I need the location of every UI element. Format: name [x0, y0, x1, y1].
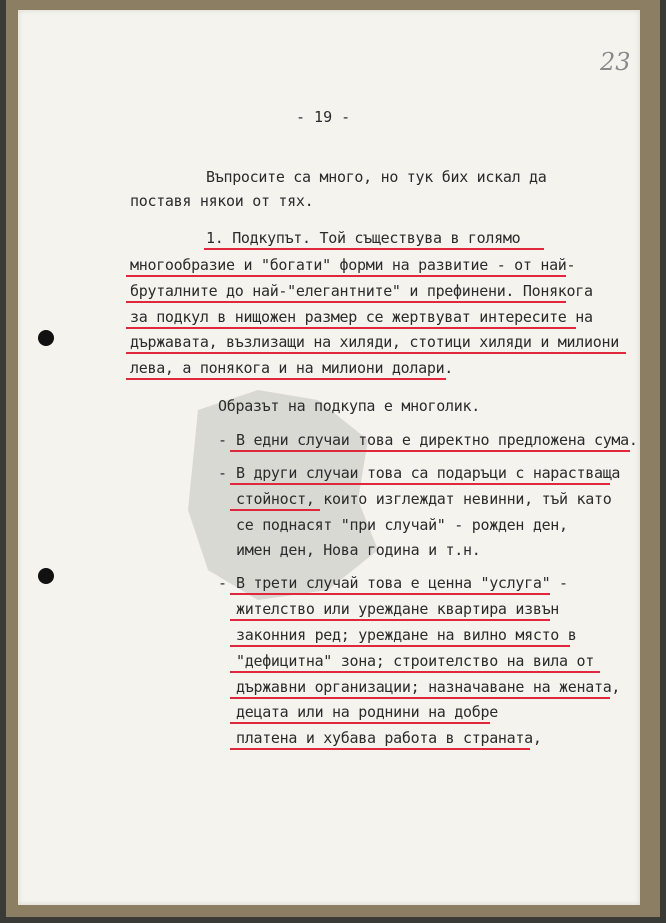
red-underline [126, 352, 626, 354]
text-line-19: държавни организации; назначаване на жената, [236, 678, 621, 696]
text-line-4: многообразие и "богати" форми на развитие - от най- [130, 256, 576, 274]
text-line-14: имен ден, Нова година и т.н. [236, 541, 481, 559]
red-underline [126, 327, 576, 329]
red-underline [230, 450, 630, 452]
text-line-8: лева, а понякога и на милиони долари. [130, 359, 454, 377]
red-underline [126, 301, 566, 303]
red-underline [126, 378, 446, 380]
text-line-17: законния ред; уреждане на вилно място в [236, 626, 577, 644]
red-underline [204, 248, 544, 250]
red-underline [230, 483, 610, 485]
binder-hole [38, 568, 54, 584]
list-dash: - [218, 464, 228, 482]
page-number: - 19 - [296, 108, 351, 126]
text-line-12: стойност, които изглеждат невинни, тъй като [236, 490, 612, 508]
red-underline [230, 619, 550, 621]
handwritten-page-number: 23 [600, 48, 631, 76]
red-underline [230, 645, 570, 647]
text-line-7: държавата, възлизащи на хиляди, стотици хиляди и милиони [130, 333, 619, 351]
text-line-13: се поднасят "при случай" - рожден ден, [236, 516, 568, 534]
text-line-11: В други случаи това са подаръци с нарастваща [236, 464, 621, 482]
text-line-10: В едни случаи това е директно предложена сума. [236, 431, 638, 449]
list-dash: - [218, 574, 228, 592]
red-underline [126, 275, 566, 277]
text-line-18: "дефицитна" зона; строителство на вила от [236, 652, 594, 670]
text-line-15: В трети случай това е ценна "услуга" - [236, 574, 568, 592]
text-line-3: 1. Подкупът. Той съществува в голямо [206, 229, 521, 247]
text-line-5: бруталните до най-"елегантните" и префинени. Понякога [130, 282, 593, 300]
text-line-1: Въпросите са много, но тук бих искал да [206, 168, 547, 186]
red-underline [230, 722, 490, 724]
text-line-20: децата или на роднини на добре [236, 703, 498, 721]
red-underline [230, 671, 600, 673]
list-dash: - [218, 431, 228, 449]
text-line-6: за подкул в нищожен размер се жертвуват интересите на [130, 308, 593, 326]
text-line-9: Образът на подкупа е многолик. [218, 397, 480, 415]
red-underline [230, 509, 320, 511]
red-underline [230, 697, 610, 699]
red-underline [230, 748, 530, 750]
red-underline [230, 593, 550, 595]
text-line-16: жителство или уреждане квартира извън [236, 600, 560, 618]
text-line-21: платена и хубава работа в страната, [236, 729, 542, 747]
document-page [18, 10, 640, 905]
text-line-2: поставя някои от тях. [130, 192, 314, 210]
binder-hole [38, 330, 54, 346]
